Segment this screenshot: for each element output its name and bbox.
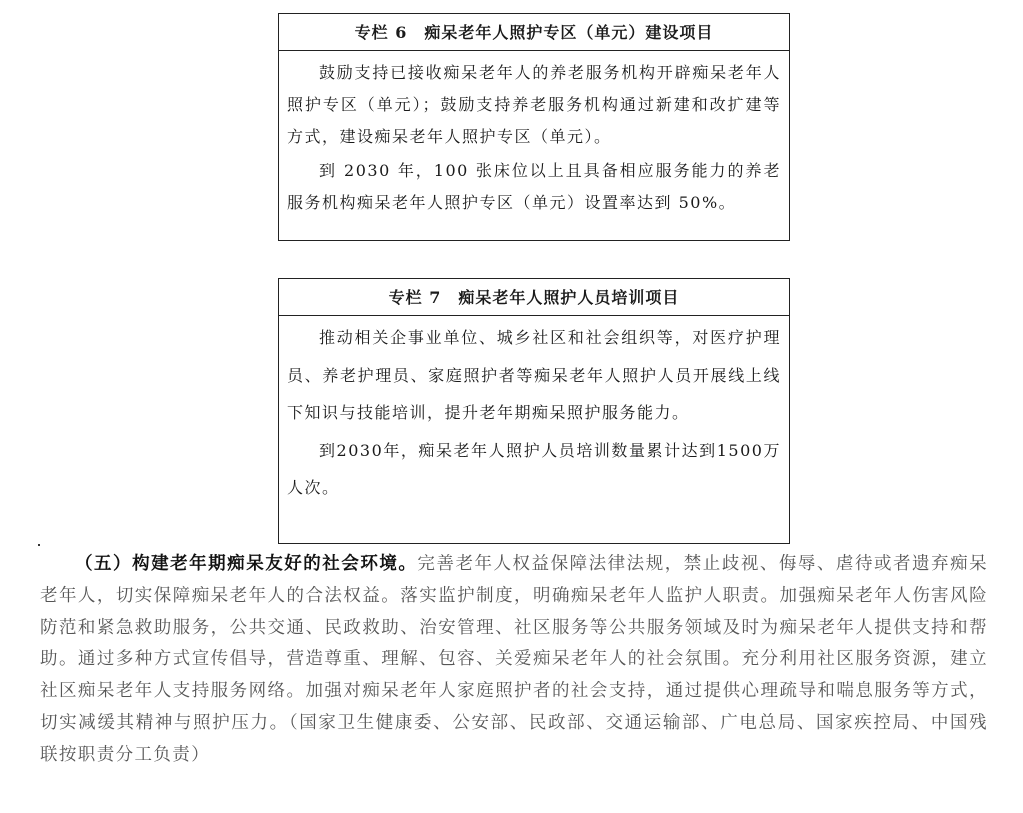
column-box-6-title: 专栏 6 痴呆老年人照护专区（单元）建设项目	[279, 14, 789, 51]
column-box-6-paragraph-1: 鼓励支持已接收痴呆老年人的养老服务机构开辟痴呆老年人照护专区（单元）；鼓励支持养老服务机构通过新建和改扩建等方式，建设痴呆老年人照护专区（单元）。	[287, 63, 781, 146]
section-5-paragraph	[40, 549, 988, 772]
column-box-6-body	[279, 51, 789, 219]
column-box-6	[278, 13, 790, 241]
column-box-6-paragraph-2: 到 2030 年，100 张床位以上且具备相应服务能力的养老服务机构痴呆老年人照护专区（单元）设置率达到 50%。	[287, 161, 781, 212]
column-box-7-title: 专栏 7 痴呆老年人照护人员培训项目	[279, 279, 789, 316]
section-5-body: 完善老年人权益保障法律法规，禁止歧视、侮辱、虐待或者遗弃痴呆老年人，切实保障痴呆老年人的合法权益。落实监护制度，明确痴呆老年人监护人职责。加强痴呆老年人伤害风险防范和紧急救助服务，公共交通、民政救助、治安管理、社区服务等公共服务领域及时为痴呆老年人提供支持和帮助。通过多种方式宣传倡导，营造尊重、理解、包容、关爱痴呆老年人的社会氛围。充分利用社区服务资源，建立社区痴呆老年人支持服务网络。加强对痴呆老年人家庭照护者的社会支持，通过提供心理疏导和喘息服务等方式，切实减缓其精神与照护压力。（国家卫生健康委、公安部、民政部、交通运输部、广电总局、国家疾控局、中国残联按职责分工负责）	[40, 554, 988, 765]
section-5-heading: （五）构建老年期痴呆友好的社会环境。	[75, 554, 418, 574]
column-box-7	[278, 278, 790, 544]
stray-dot	[38, 544, 40, 546]
column-box-7-paragraph-2: 到2030年，痴呆老年人照护人员培训数量累计达到1500万人次。	[287, 440, 781, 497]
column-box-7-paragraph-1: 推动相关企事业单位、城乡社区和社会组织等，对医疗护理员、养老护理员、家庭照护者等痴呆老年人照护人员开展线上线下知识与技能培训，提升老年期痴呆照护服务能力。	[287, 328, 781, 422]
column-box-7-body	[279, 316, 789, 507]
